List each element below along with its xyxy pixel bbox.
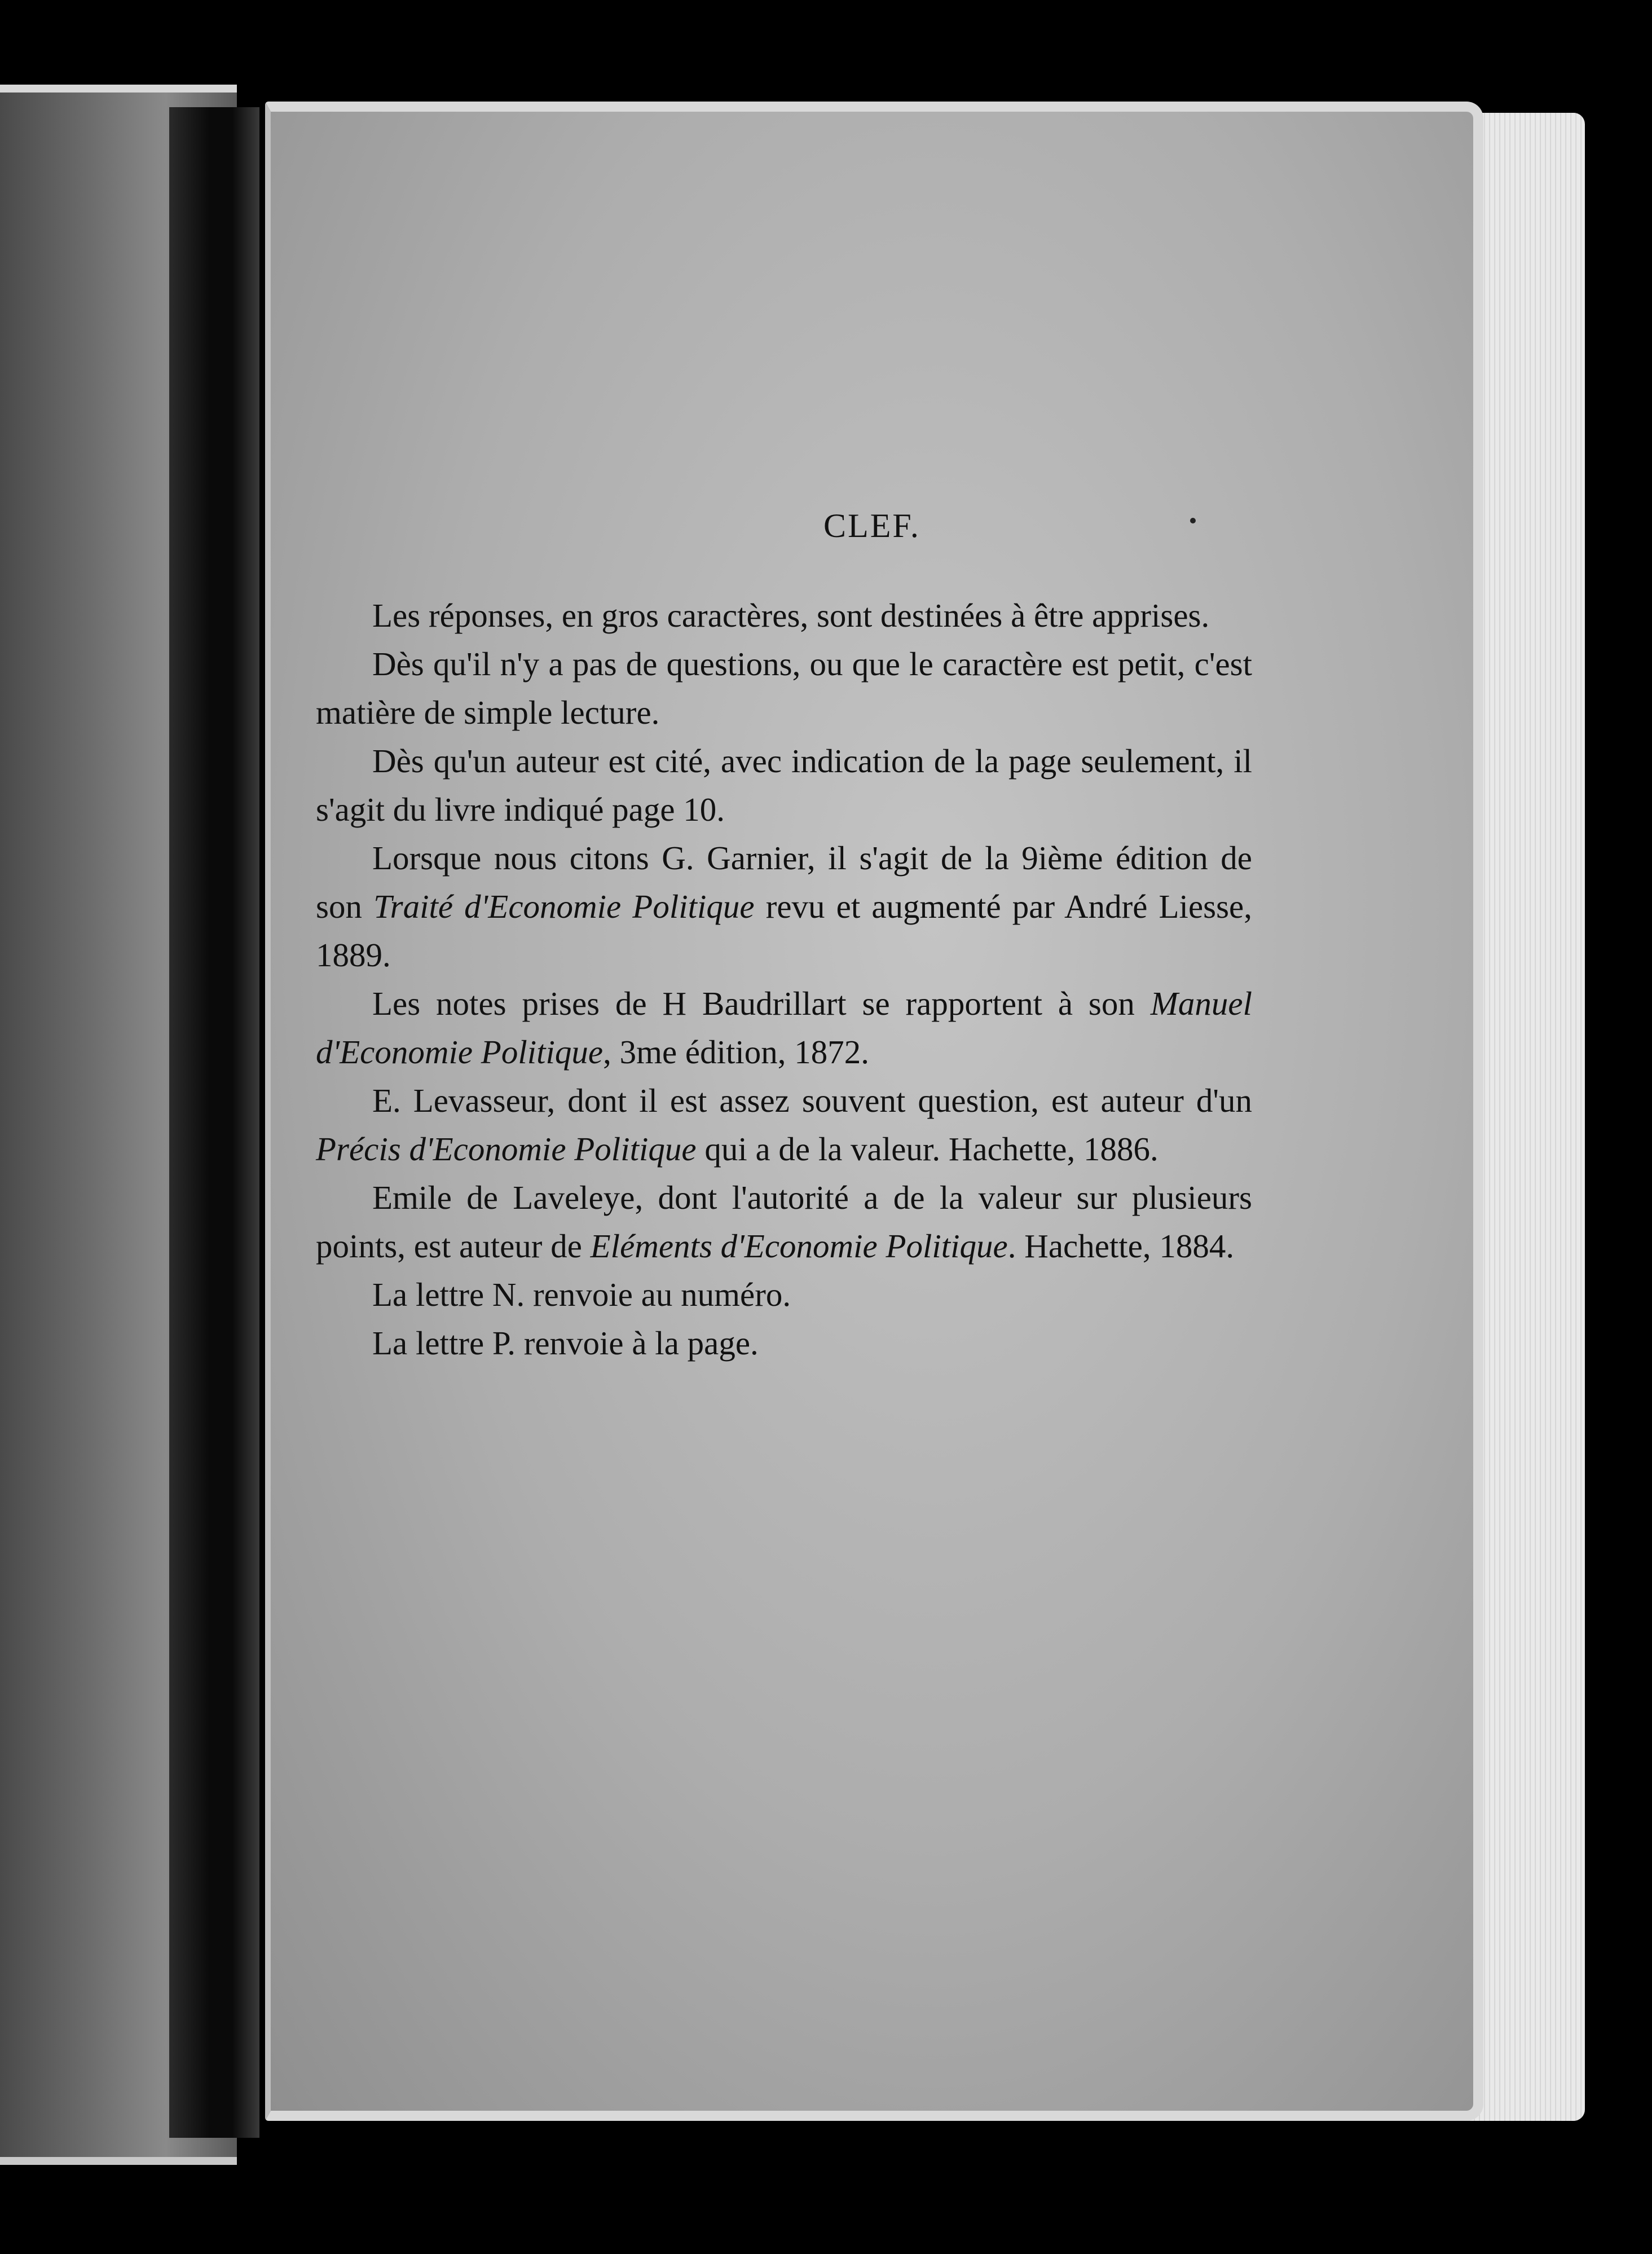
page-title: CLEF. bbox=[823, 507, 920, 544]
paragraph bbox=[316, 737, 1252, 834]
italic-book-title: Eléments d'Economie Politique bbox=[590, 1227, 1008, 1265]
text-segment: La lettre N. renvoie au numéro. bbox=[372, 1276, 791, 1313]
text-segment: Dès qu'un auteur est cité, avec indication de la page seulement, il s'agit du livre indiqué page 10. bbox=[316, 742, 1252, 828]
paragraph bbox=[316, 1173, 1252, 1270]
paragraph bbox=[316, 1076, 1252, 1173]
paragraph bbox=[316, 979, 1252, 1076]
paragraph bbox=[316, 1319, 1252, 1367]
text-segment: . Hachette, 1884. bbox=[1007, 1227, 1235, 1265]
text-segment: revu et augmenté par André Liesse, 1889. bbox=[316, 888, 1252, 974]
right-page bbox=[265, 102, 1483, 2121]
text-segment: E. Levasseur, dont il est assez souvent question, est auteur d'un bbox=[372, 1082, 1252, 1119]
italic-book-title: Manuel d'Economie Politique bbox=[316, 985, 1252, 1071]
paragraph bbox=[316, 591, 1252, 640]
text-segment: La lettre P. renvoie à la page. bbox=[372, 1324, 759, 1362]
book-gutter bbox=[169, 107, 259, 2138]
text-block bbox=[316, 591, 1252, 1367]
text-segment: qui a de la valeur. Hachette, 1886. bbox=[696, 1130, 1158, 1168]
text-segment: Lorsque nous citons G. Garnier, il s'agit de la 9ième édition de son bbox=[316, 839, 1252, 925]
italic-book-title: Précis d'Economie Politique bbox=[316, 1130, 697, 1168]
paragraph bbox=[316, 834, 1252, 979]
text-segment: Les réponses, en gros caractères, sont destinées à être apprises. bbox=[372, 597, 1210, 634]
text-segment: Dès qu'il n'y a pas de questions, ou que le caractère est petit, c'est matière de simple lecture. bbox=[316, 645, 1252, 731]
page-content bbox=[271, 112, 1473, 2111]
text-segment: Emile de Laveleye, dont l'autorité a de la valeur sur plusieurs points, est auteur de bbox=[316, 1179, 1252, 1265]
paragraph bbox=[316, 1270, 1252, 1319]
paragraph bbox=[316, 640, 1252, 737]
text-segment: , 3me édition, 1872. bbox=[603, 1033, 870, 1071]
text-segment: Les notes prises de H Baudrillart se rapportent à son bbox=[372, 985, 1151, 1022]
dust-speck bbox=[1190, 518, 1196, 523]
italic-book-title: Traité d'Economie Politique bbox=[373, 888, 755, 925]
